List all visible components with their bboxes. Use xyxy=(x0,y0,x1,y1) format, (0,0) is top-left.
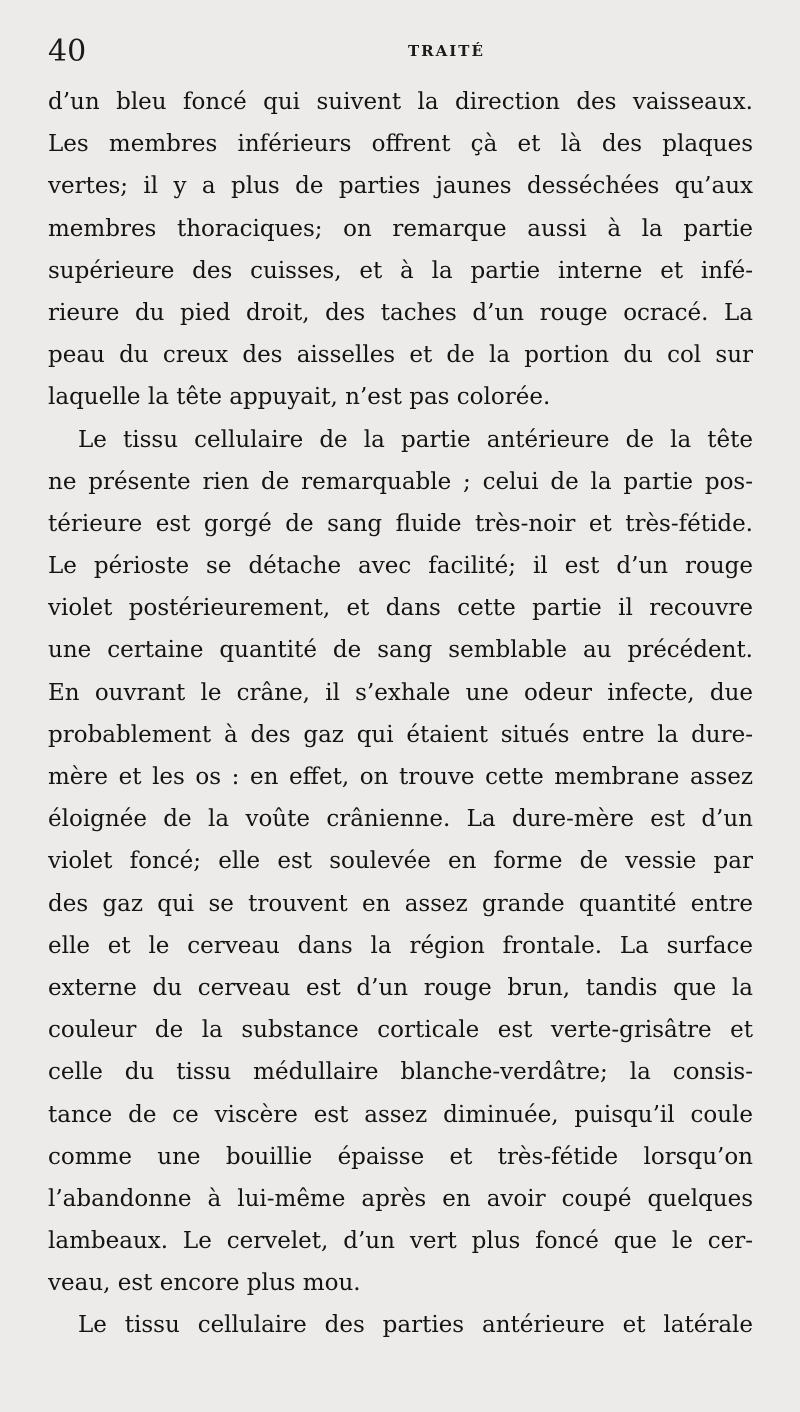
text-line: tance de ce viscère est assez diminuée, puisqu’il coule xyxy=(48,1101,753,1128)
running-title: TRAITÉ xyxy=(408,42,485,60)
text-line: Les membres inférieurs offrent çà et là des plaques xyxy=(48,131,753,158)
text-line: mère et les os : en effet, on trouve cette membrane assez xyxy=(48,764,753,790)
text-line: peau du creux des aisselles et de la portion du col sur xyxy=(48,342,753,369)
paragraph-start-line: Le tissu cellulaire de la partie antérieure de la tête xyxy=(78,426,753,453)
paragraph-start-line: Le tissu cellulaire des parties antérieure et latérale xyxy=(78,1312,753,1339)
page-header xyxy=(48,26,758,70)
text-line: celle du tissu médullaire blanche-verdâtre; la consis- xyxy=(48,1059,753,1086)
text-line: laquelle la tête appuyait, n’est pas colorée. xyxy=(48,384,551,411)
text-line: une certaine quantité de sang semblable au précédent. xyxy=(48,637,753,664)
body-text xyxy=(48,81,753,1347)
text-line: externe du cerveau est d’un rouge brun, tandis que la xyxy=(48,974,753,1001)
text-line: éloignée de la voûte crânienne. La dure-mère est d’un xyxy=(48,806,753,833)
text-line: des gaz qui se trouvent en assez grande quantité entre xyxy=(48,890,753,917)
text-line: supérieure des cuisses, et à la partie interne et infé- xyxy=(48,257,753,284)
text-line: couleur de la substance corticale est verte-grisâtre et xyxy=(48,1017,753,1044)
text-line: rieure du pied droit, des taches d’un rouge ocracé. La xyxy=(48,299,753,326)
text-line: Le périoste se détache avec facilité; il est d’un rouge xyxy=(48,553,753,580)
page-number: 40 xyxy=(48,34,87,69)
text-line: violet foncé; elle est soulevée en forme de vessie par xyxy=(48,848,753,875)
text-line: comme une bouillie épaisse et très-fétide lorsqu’on xyxy=(48,1143,753,1170)
text-line: vertes; il y a plus de parties jaunes desséchées qu’aux xyxy=(48,173,753,200)
text-line: probablement à des gaz qui étaient situés entre la dure- xyxy=(48,721,753,748)
text-line: elle et le cerveau dans la région frontale. La surface xyxy=(48,932,753,959)
text-line: veau, est encore plus mou. xyxy=(48,1270,361,1297)
text-line: térieure est gorgé de sang fluide très-noir et très-fétide. xyxy=(48,510,753,537)
text-line: ne présente rien de remarquable ; celui de la partie pos- xyxy=(48,468,753,495)
text-line: membres thoraciques; on remarque aussi à la partie xyxy=(48,215,753,242)
text-line: En ouvrant le crâne, il s’exhale une odeur infecte, due xyxy=(48,679,753,706)
text-line: d’un bleu foncé qui suivent la direction des vaisseaux. xyxy=(48,89,753,115)
text-line: l’abandonne à lui-même après en avoir coupé quelques xyxy=(48,1185,753,1212)
text-line: lambeaux. Le cervelet, d’un vert plus foncé que le cer- xyxy=(48,1228,753,1255)
text-line: violet postérieurement, et dans cette partie il recouvre xyxy=(48,595,753,622)
